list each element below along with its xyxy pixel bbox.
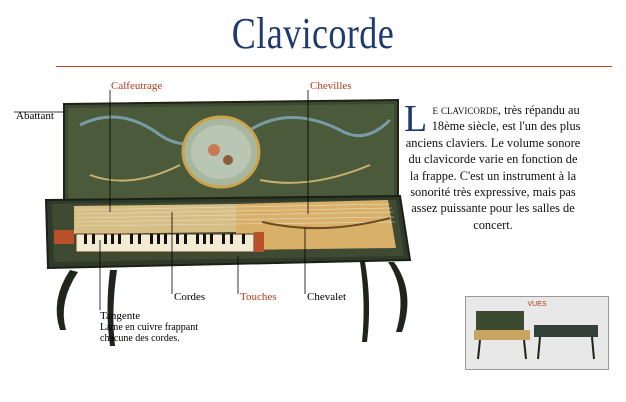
views-title: VUES	[527, 301, 547, 308]
views-thumbnail[interactable]	[465, 296, 609, 370]
label-tangente-desc-1: Lame en cuivre frappant	[100, 322, 199, 333]
label-touches: Touches	[240, 291, 277, 303]
label-chevilles: Chevilles	[310, 80, 352, 92]
label-tangente: Tangente	[100, 310, 141, 322]
label-calfeutrage: Calfeutrage	[111, 80, 163, 92]
label-chevalet: Chevalet	[307, 291, 347, 303]
label-abattant: Abattant	[16, 110, 54, 122]
thumbnail-images	[466, 297, 608, 369]
dropcap: L	[404, 98, 428, 140]
label-cordes: Cordes	[174, 291, 206, 303]
label-tangente-desc-2: chacune des cordes.	[100, 333, 180, 344]
page-title: Clavicorde	[231, 9, 395, 58]
description-paragraph	[404, 98, 582, 233]
description-smallcaps: e clavicorde	[432, 103, 498, 117]
description-text: , très répandu au 18ème siècle, est l'un des plus anciens claviers. Le volume sonore du clavicorde varie en fonction de la frappe. C'est un instrument à la sonorité très expressive, mais pas assez puissante pour les salles de concert.	[405, 103, 581, 232]
